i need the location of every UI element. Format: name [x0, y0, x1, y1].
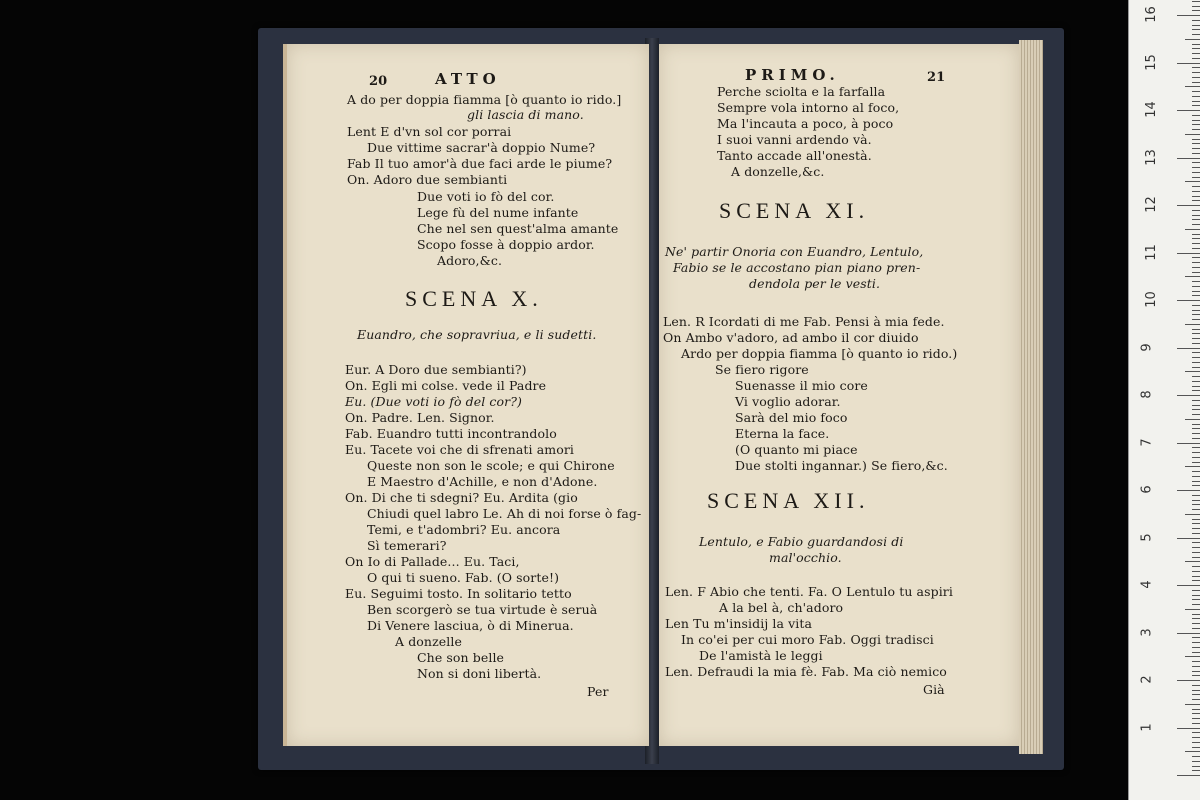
ruler-tick [1192, 571, 1200, 572]
ruler-tick [1177, 158, 1200, 159]
ruler-tick [1192, 224, 1200, 225]
ruler-tick [1192, 286, 1200, 287]
ruler-tick [1192, 267, 1200, 268]
ruler-tick [1192, 547, 1200, 548]
stage-direction: Lentulo, e Fabio guardandosi di [699, 534, 904, 549]
text-line: Suenasse il mio core [735, 378, 868, 393]
ruler-tick [1192, 215, 1200, 216]
ruler-number: 15 [1143, 53, 1159, 71]
stage-direction: Ne' partir Onoria con Euandro, Lentulo, [665, 244, 924, 259]
ruler-tick [1177, 300, 1200, 301]
ruler-number: 1 [1139, 722, 1155, 732]
ruler-tick [1192, 618, 1200, 619]
ruler-tick [1192, 761, 1200, 762]
left-page [283, 44, 649, 746]
ruler-tick [1192, 310, 1200, 311]
ruler-tick [1192, 1, 1200, 2]
text-line: Eterna la face. [735, 426, 830, 441]
ruler-tick [1192, 314, 1200, 315]
ruler-tick [1192, 519, 1200, 520]
ruler-tick [1192, 766, 1200, 767]
ruler-tick [1185, 134, 1200, 135]
ruler-tick [1192, 671, 1200, 672]
ruler-tick [1192, 647, 1200, 648]
ruler-tick [1192, 552, 1200, 553]
ruler-tick [1192, 10, 1200, 11]
ruler-tick [1192, 120, 1200, 121]
ruler-number: 4 [1139, 580, 1155, 589]
ruler-tick [1192, 614, 1200, 615]
ruler-number: 8 [1139, 390, 1155, 399]
ruler-tick [1192, 409, 1200, 410]
ruler-number: 9 [1139, 342, 1155, 352]
ruler-tick [1192, 481, 1200, 482]
ruler-tick [1192, 500, 1200, 501]
text-line: Sì temerari? [367, 538, 447, 553]
ruler-tick [1192, 438, 1200, 439]
ruler-tick [1192, 77, 1200, 78]
ruler-tick [1177, 728, 1200, 729]
page-edges [1019, 40, 1043, 754]
text-line: Due vittime sacrar'à doppio Nume? [367, 140, 596, 155]
ruler-tick [1192, 234, 1200, 235]
ruler-tick [1185, 181, 1200, 182]
ruler-tick [1192, 462, 1200, 463]
ruler-number: 3 [1139, 627, 1155, 637]
ruler-tick [1177, 205, 1200, 206]
ruler-tick [1192, 148, 1200, 149]
stage-direction: Euandro, che sopravriua, e li sudetti. [357, 327, 597, 342]
ruler-tick [1185, 514, 1200, 515]
scene-heading: SCENA XII. [707, 488, 870, 513]
ruler-tick [1192, 471, 1200, 472]
text-line: Vi voglio adorar. [735, 394, 841, 409]
ruler-tick [1192, 386, 1200, 387]
ruler-tick [1192, 723, 1200, 724]
ruler-tick [1192, 637, 1200, 638]
text-line: On Io di Pallade... Eu. Taci, [345, 554, 520, 569]
ruler-tick [1192, 186, 1200, 187]
ruler-tick [1192, 139, 1200, 140]
text-line: Lege fù del nume infante [417, 205, 579, 220]
ruler-tick [1192, 305, 1200, 306]
text-line: Tanto accade all'onestà. [717, 148, 872, 163]
ruler-tick [1192, 91, 1200, 92]
ruler-tick [1192, 319, 1200, 320]
text-line: Ben scorgerò se tua virtude è seruà [367, 602, 598, 617]
ruler-tick [1185, 324, 1200, 325]
ruler-tick [1192, 599, 1200, 600]
ruler-tick [1192, 542, 1200, 543]
ruler-tick [1192, 523, 1200, 524]
text-line: Sempre vola intorno al foco, [717, 100, 900, 115]
ruler-tick [1192, 101, 1200, 102]
ruler-tick [1192, 590, 1200, 591]
ruler-tick [1192, 367, 1200, 368]
ruler-tick [1192, 414, 1200, 415]
ruler-tick [1177, 253, 1200, 254]
text-line: On. Egli mi colse. vede il Padre [345, 378, 547, 393]
stage-direction: Fabio se le accostano pian piano pren- [673, 260, 921, 275]
text-line: On. Di che ti sdegni? Eu. Ardita (gio [345, 490, 578, 505]
measuring-ruler [1128, 0, 1200, 800]
text-line: Eur. A Doro due sembianti?) [345, 362, 527, 377]
ruler-tick [1192, 424, 1200, 425]
ruler-tick [1192, 504, 1200, 505]
ruler-tick [1192, 576, 1200, 577]
stage-direction: mal'occhio. [769, 550, 842, 565]
ruler-number: 2 [1139, 675, 1155, 684]
ruler-tick [1192, 642, 1200, 643]
ruler-tick [1192, 652, 1200, 653]
ruler-number: 12 [1143, 196, 1159, 213]
text-line: Perche sciolta e la farfalla [717, 84, 886, 99]
ruler-tick [1192, 747, 1200, 748]
text-line: Fab Il tuo amor'à due faci arde le piume? [347, 156, 613, 171]
ruler-tick [1177, 63, 1200, 64]
ruler-tick [1192, 143, 1200, 144]
text-line: Temi, e t'adombri? Eu. ancora [367, 522, 561, 537]
ruler-tick [1192, 595, 1200, 596]
text-line: Che nel sen quest'alma amante [417, 221, 619, 236]
ruler-tick [1192, 34, 1200, 35]
ruler-tick [1192, 713, 1200, 714]
text-line: On. Padre. Len. Signor. [345, 410, 495, 425]
ruler-tick [1192, 604, 1200, 605]
ruler-tick [1192, 67, 1200, 68]
ruler-tick [1185, 39, 1200, 40]
ruler-tick [1192, 58, 1200, 59]
running-head: PRIMO. [745, 66, 840, 84]
ruler-tick [1192, 685, 1200, 686]
ruler-tick [1192, 338, 1200, 339]
running-head: ATTO [435, 70, 501, 88]
ruler-tick [1177, 490, 1200, 491]
ruler-tick [1192, 72, 1200, 73]
ruler-tick [1185, 466, 1200, 467]
ruler-tick [1192, 405, 1200, 406]
ruler-tick [1192, 485, 1200, 486]
ruler-tick [1177, 443, 1200, 444]
ruler-tick [1192, 333, 1200, 334]
text-line: Queste non son le scole; e qui Chirone [367, 458, 615, 473]
ruler-tick [1192, 509, 1200, 510]
ruler-tick [1177, 15, 1200, 16]
ruler-tick [1192, 732, 1200, 733]
catchword: Già [923, 682, 945, 697]
ruler-number: 16 [1143, 6, 1159, 23]
ruler-number: 10 [1143, 291, 1159, 308]
text-line: A do per doppia fiamma [ò quanto io rido.] [347, 92, 622, 107]
text-line: Scopo fosse à doppio ardor. [417, 237, 595, 252]
ruler-tick [1192, 623, 1200, 624]
text-line: Di Venere lasciua, ò di Minerua. [367, 618, 574, 633]
ruler-number: 5 [1139, 532, 1155, 542]
ruler-tick [1192, 457, 1200, 458]
text-line: E Maestro d'Achille, e non d'Adone. [367, 474, 598, 489]
ruler-tick [1192, 533, 1200, 534]
ruler-tick [1192, 129, 1200, 130]
ruler-tick [1192, 210, 1200, 211]
ruler-tick [1192, 737, 1200, 738]
text-line: Due stolti ingannar.) Se fiero,&c. [735, 458, 948, 473]
ruler-tick [1192, 376, 1200, 377]
ruler-tick [1192, 709, 1200, 710]
scene-heading: SCENA XI. [719, 198, 870, 223]
ruler-tick [1192, 329, 1200, 330]
text-line: Ardo per doppia fiamma [ò quanto io rido.) [681, 346, 958, 361]
ruler-number: 14 [1143, 101, 1159, 118]
ruler-tick [1185, 371, 1200, 372]
page-number: 20 [369, 74, 388, 89]
text-line: A donzelle [395, 634, 462, 649]
text-line: On Ambo v'adoro, ad ambo il cor diuido [663, 330, 919, 345]
ruler-tick [1192, 6, 1200, 7]
text-line: Len. Defraudi la mia fè. Fab. Ma ciò nemico [665, 664, 947, 679]
ruler-tick [1192, 20, 1200, 21]
text-line: De l'amistà le leggi [699, 648, 823, 663]
ruler-number: 13 [1143, 148, 1159, 166]
text-line: Non si doni libertà. [417, 666, 542, 681]
text-line: (O quanto mi piace [735, 442, 858, 457]
ruler-tick [1192, 756, 1200, 757]
ruler-tick [1192, 200, 1200, 201]
text-line: A la bel à, ch'adoro [719, 600, 844, 615]
right-page [659, 44, 1019, 746]
ruler-tick [1192, 153, 1200, 154]
ruler-tick [1192, 381, 1200, 382]
ruler-tick [1177, 585, 1200, 586]
text-line: Lent E d'vn sol cor porrai [347, 124, 512, 139]
ruler-tick [1192, 191, 1200, 192]
ruler-tick [1192, 238, 1200, 239]
ruler-tick [1192, 628, 1200, 629]
text-line: Due voti io fò del cor. [417, 189, 555, 204]
ruler-tick [1192, 29, 1200, 30]
text-line: In co'ei per cui moro Fab. Oggi tradisci [681, 632, 934, 647]
ruler-tick [1192, 281, 1200, 282]
ruler-tick [1192, 172, 1200, 173]
ruler-tick [1185, 86, 1200, 87]
text-line: Eu. Seguimi tosto. In solitario tetto [345, 586, 572, 601]
ruler-tick [1192, 352, 1200, 353]
text-line: Chiudi quel labro Le. Ah di noi forse ò fag- [367, 506, 642, 521]
ruler-tick [1192, 272, 1200, 273]
ruler-tick [1192, 580, 1200, 581]
ruler-tick [1192, 291, 1200, 292]
text-line: Ma l'incauta a poco, à poco [717, 116, 894, 131]
text-line: gli lascia di mano. [467, 107, 584, 122]
ruler-tick [1192, 400, 1200, 401]
ruler-tick [1192, 262, 1200, 263]
text-line: I suoi vanni ardendo và. [717, 132, 872, 147]
text-line: A donzelle,&c. [731, 164, 825, 179]
ruler-tick [1185, 751, 1200, 752]
ruler-tick [1192, 428, 1200, 429]
ruler-tick [1192, 167, 1200, 168]
catchword: Per [587, 684, 609, 699]
ruler-tick [1192, 566, 1200, 567]
ruler-tick [1192, 343, 1200, 344]
ruler-tick [1192, 124, 1200, 125]
ruler-tick [1192, 690, 1200, 691]
ruler-tick [1192, 742, 1200, 743]
ruler-tick [1192, 718, 1200, 719]
ruler-tick [1185, 656, 1200, 657]
ruler-tick [1192, 666, 1200, 667]
ruler-tick [1192, 248, 1200, 249]
ruler-tick [1192, 675, 1200, 676]
ruler-tick [1192, 447, 1200, 448]
ruler-tick [1192, 390, 1200, 391]
ruler-tick [1185, 561, 1200, 562]
ruler-tick [1192, 82, 1200, 83]
ruler-number: 7 [1139, 437, 1155, 447]
ruler-tick [1177, 680, 1200, 681]
ruler-tick [1192, 528, 1200, 529]
ruler-tick [1177, 395, 1200, 396]
ruler-tick [1192, 295, 1200, 296]
ruler-tick [1192, 495, 1200, 496]
ruler-tick [1192, 770, 1200, 771]
ruler-tick [1177, 110, 1200, 111]
ruler-tick [1177, 775, 1200, 776]
ruler-tick [1192, 243, 1200, 244]
ruler-tick [1192, 362, 1200, 363]
ruler-tick [1185, 229, 1200, 230]
text-line: Adoro,&c. [437, 253, 503, 268]
ruler-tick [1192, 219, 1200, 220]
ruler-tick [1192, 557, 1200, 558]
ruler-tick [1192, 661, 1200, 662]
text-line: Len. F Abio che tenti. Fa. O Lentulo tu aspiri [665, 584, 953, 599]
ruler-number: 6 [1139, 485, 1155, 494]
ruler-tick [1192, 694, 1200, 695]
text-line: Che son belle [417, 650, 505, 665]
ruler-tick [1192, 105, 1200, 106]
ruler-tick [1177, 348, 1200, 349]
ruler-tick [1192, 96, 1200, 97]
text-line: Sarà del mio foco [735, 410, 848, 425]
ruler-tick [1192, 699, 1200, 700]
ruler-tick [1192, 476, 1200, 477]
page-number: 21 [927, 70, 946, 85]
text-line: Eu. (Due voti io fò del cor?) [345, 394, 522, 409]
ruler-tick [1192, 177, 1200, 178]
ruler-tick [1192, 162, 1200, 163]
text-line: Fab. Euandro tutti incontrandolo [345, 426, 557, 441]
ruler-tick [1177, 633, 1200, 634]
ruler-tick [1192, 48, 1200, 49]
text-line: Len Tu m'insidij la vita [665, 616, 813, 631]
ruler-tick [1192, 44, 1200, 45]
ruler-tick [1185, 704, 1200, 705]
ruler-tick [1185, 609, 1200, 610]
ruler-tick [1192, 257, 1200, 258]
ruler-tick [1185, 419, 1200, 420]
ruler-tick [1192, 357, 1200, 358]
ruler-tick [1192, 452, 1200, 453]
text-line: On. Adoro due sembianti [347, 172, 508, 187]
ruler-tick [1192, 433, 1200, 434]
ruler-tick [1177, 538, 1200, 539]
ruler-tick [1192, 196, 1200, 197]
text-line: Se fiero rigore [715, 362, 809, 377]
stage-direction: dendola per le vesti. [749, 276, 881, 291]
ruler-number: 11 [1143, 243, 1159, 261]
text-line: O qui ti sueno. Fab. (O sorte!) [367, 570, 560, 585]
ruler-tick [1192, 53, 1200, 54]
ruler-tick [1185, 276, 1200, 277]
text-line: Len. R Icordati di me Fab. Pensi à mia fede. [663, 314, 945, 329]
ruler-tick [1192, 25, 1200, 26]
text-line: Eu. Tacete voi che di sfrenati amori [345, 442, 575, 457]
ruler-tick [1192, 115, 1200, 116]
scene-heading: SCENA X. [405, 286, 543, 311]
